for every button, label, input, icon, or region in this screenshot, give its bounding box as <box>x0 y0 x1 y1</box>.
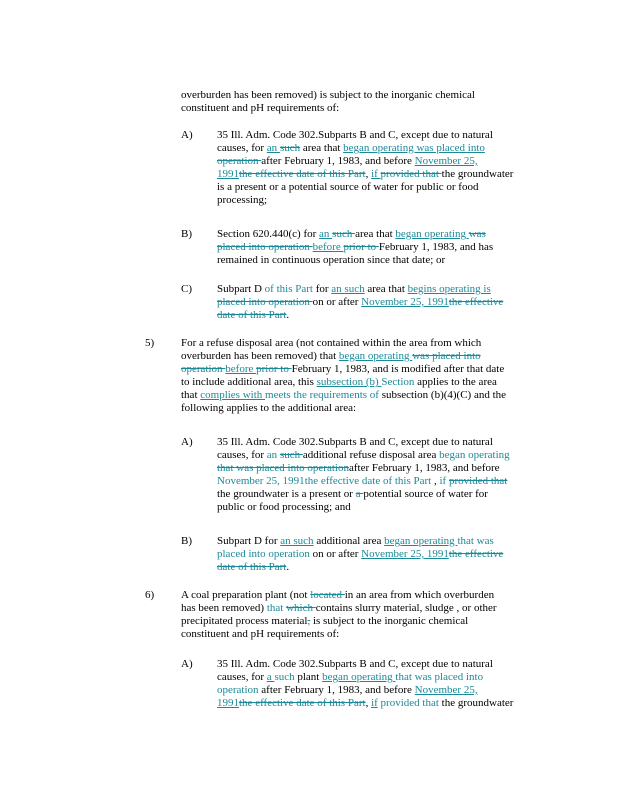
deleted-text: provided that <box>380 168 442 180</box>
inserted-text: November 25, <box>414 684 478 696</box>
inserted-text: subsection (b) <box>316 376 382 388</box>
deleted-text: located <box>310 589 345 601</box>
inserted-text: 1991 <box>217 697 239 709</box>
deleted-text: was <box>468 228 486 240</box>
text-line <box>181 602 497 615</box>
inserted-text: an <box>280 535 294 547</box>
inserted-text: of this Part <box>264 283 313 295</box>
text-run: contains slurry material, sludge , or other <box>315 602 497 614</box>
inserted-text: that was <box>457 535 494 547</box>
text-line: For a refuse disposal area (not contained within the area from which <box>181 337 482 349</box>
inserted-text: such <box>274 671 295 683</box>
text-line <box>217 155 513 168</box>
item-5-paragraph <box>181 337 506 415</box>
item-6-paragraph <box>181 589 497 641</box>
text-run: is subject to the inorganic chemical <box>310 615 469 627</box>
text-line <box>181 389 506 402</box>
inserted-text: began operating <box>439 449 510 461</box>
text-line <box>217 462 510 475</box>
inserted-text: November 25, <box>414 155 478 167</box>
deleted-text: the effective <box>448 548 504 560</box>
inserted-text: such <box>293 535 314 547</box>
text-run: the groundwater is a present or <box>217 488 356 500</box>
text-run: , <box>365 168 372 180</box>
text-run: February 1, 1983, and is modified after that date <box>291 363 505 375</box>
item-b2-paragraph <box>217 535 503 574</box>
text-run: to include additional area, this <box>181 376 317 388</box>
text-run: potential source of water for <box>363 488 488 500</box>
item-label: 6) <box>145 589 155 601</box>
text-run: . <box>286 309 290 321</box>
text-line <box>217 142 513 155</box>
item-a3-paragraph <box>217 658 513 710</box>
text-run: the groundwater <box>441 168 514 180</box>
text-line: following applies to the additional area: <box>181 402 357 414</box>
text-line: processing; <box>217 194 268 206</box>
deleted-text: a <box>355 488 364 500</box>
text-line <box>217 548 503 561</box>
text-line <box>217 561 503 574</box>
item-label: A) <box>181 658 193 670</box>
deleted-text: provided that <box>448 475 508 487</box>
inserted-text: Section <box>381 376 415 388</box>
deleted-text: such <box>279 449 303 461</box>
inserted-text: begins operating <box>407 283 484 295</box>
inserted-text: began operating <box>395 228 469 240</box>
text-run: in an area from which overburden <box>344 589 495 601</box>
deleted-text: which <box>286 602 316 614</box>
deleted-text: prior to <box>256 363 292 375</box>
text-line <box>217 228 493 241</box>
item-label: B) <box>181 228 192 240</box>
text-run: has been removed) <box>181 602 267 614</box>
text-run: precipitated process material <box>181 615 308 627</box>
text-run: causes, for <box>217 449 267 461</box>
item-label: C) <box>181 283 192 295</box>
text-run: , <box>365 697 372 709</box>
text-run: . <box>286 561 290 573</box>
deleted-text: prior to <box>343 241 379 253</box>
inserted-text: complies with <box>200 389 266 401</box>
item-label: 5) <box>145 337 155 349</box>
inserted-text: an <box>319 228 333 240</box>
text-line <box>217 168 513 181</box>
deleted-text: , <box>307 615 311 627</box>
text-line <box>217 283 503 296</box>
text-run: Subpart D <box>217 283 265 295</box>
text-run: subsection (b)(4)(C) and the <box>378 389 507 401</box>
inserted-text: began operating <box>338 350 413 362</box>
inserted-text: meets the requirements of <box>265 389 379 401</box>
inserted-text: operation <box>217 684 259 696</box>
text-run: additional area <box>313 535 385 547</box>
text-line <box>217 535 503 548</box>
item-label: A) <box>181 129 193 141</box>
deleted-text: such <box>332 228 356 240</box>
inserted-text: began operating <box>384 535 458 547</box>
text-line <box>217 309 503 322</box>
item-a-paragraph <box>217 129 513 207</box>
inserted-text: if <box>371 168 381 180</box>
text-run: overburden has been removed) that <box>181 350 339 362</box>
text-line <box>181 615 497 628</box>
text-line: overburden has been removed) is subject to the inorganic chemical <box>181 89 475 101</box>
text-run: Section 620.440(c) for <box>217 228 320 240</box>
deleted-text: that was placed into operation <box>217 462 349 474</box>
text-line: 35 Ill. Adm. Code 302.Subparts B and C, except due to natural <box>217 658 493 670</box>
deleted-text: operation <box>181 363 226 375</box>
inserted-text: if <box>439 475 449 487</box>
inserted-text: such <box>344 283 365 295</box>
inserted-text: began operating <box>322 671 396 683</box>
text-run: causes, for <box>217 671 267 683</box>
intro-paragraph <box>181 89 475 115</box>
deleted-text: operation <box>217 155 262 167</box>
text-line: remained in continuous operation since that date; or <box>217 254 446 266</box>
text-run: February 1, 1983, and has <box>378 241 494 253</box>
inserted-text: if <box>371 697 378 709</box>
text-run: on or after <box>309 548 362 560</box>
deleted-text: the effective date of this Part <box>239 697 366 709</box>
inserted-text: an <box>331 283 345 295</box>
inserted-text: before <box>312 241 344 253</box>
text-line <box>181 589 497 602</box>
text-run: applies to the area <box>414 376 497 388</box>
deleted-text: placed into operation <box>217 241 313 253</box>
text-run: plant <box>294 671 323 683</box>
inserted-text: began operating <box>343 142 417 154</box>
text-line: 35 Ill. Adm. Code 302.Subparts B and C, except due to natural <box>217 436 493 448</box>
text-run: A coal preparation plant (not <box>181 589 311 601</box>
text-run: after February 1, 1983, and before <box>258 684 415 696</box>
text-line: constituent and pH requirements of: <box>181 102 340 114</box>
deleted-text: such <box>279 142 301 154</box>
inserted-text: November 25, 1991 <box>361 296 449 308</box>
item-a2-paragraph <box>217 436 510 514</box>
text-run: Subpart D for <box>217 535 281 547</box>
inserted-text: a <box>266 671 275 683</box>
text-line <box>181 350 506 363</box>
text-line: 35 Ill. Adm. Code 302.Subparts B and C, except due to natural <box>217 129 493 141</box>
deleted-text: was placed into <box>412 350 481 362</box>
text-run: area that <box>364 283 408 295</box>
text-line <box>181 363 506 376</box>
inserted-text: November 25, 1991 <box>361 548 449 560</box>
inserted-text: an <box>266 449 280 461</box>
item-c-paragraph <box>217 283 503 322</box>
text-run: on or after <box>312 296 362 308</box>
text-line <box>217 449 510 462</box>
text-run: area that <box>300 142 344 154</box>
deleted-text: placed into operation <box>217 296 313 308</box>
deleted-text: the effective date of this Part <box>239 168 366 180</box>
text-run: after February 1, 1983, and before <box>348 462 500 474</box>
inserted-text: that <box>266 602 287 614</box>
deleted-text: date of this Part <box>217 561 287 573</box>
text-run: that <box>181 389 201 401</box>
text-line: constituent and pH requirements of: <box>181 628 340 640</box>
item-b-paragraph <box>217 228 493 267</box>
text-run: the groundwater <box>438 697 514 709</box>
inserted-text: is <box>483 283 491 295</box>
text-line <box>217 684 513 697</box>
text-run: , <box>431 475 440 487</box>
inserted-text: the effective date of this Part <box>304 475 432 487</box>
text-line <box>217 296 503 309</box>
item-label: B) <box>181 535 192 547</box>
inserted-text: before <box>225 363 257 375</box>
text-line <box>217 475 510 488</box>
text-line <box>181 376 506 389</box>
text-line: is a present or a potential source of water for public or food <box>217 181 479 193</box>
inserted-text: placed into operation <box>217 548 310 560</box>
text-line <box>217 488 510 501</box>
deleted-text: date of this Part <box>217 309 287 321</box>
inserted-text: was placed into <box>416 142 485 154</box>
text-run: after February 1, 1983, and before <box>261 155 415 167</box>
text-line <box>217 241 493 254</box>
inserted-text: provided that <box>380 697 439 709</box>
inserted-text: that was placed into <box>395 671 484 683</box>
text-run: area that <box>355 228 396 240</box>
text-run: additional refuse disposal area <box>302 449 440 461</box>
text-run: for <box>312 283 332 295</box>
inserted-text: an <box>266 142 280 154</box>
inserted-text: 1991 <box>217 168 239 180</box>
item-label: A) <box>181 436 193 448</box>
inserted-text: November 25, 1991 <box>217 475 305 487</box>
text-line: public or food processing; and <box>217 501 351 513</box>
text-line <box>217 671 513 684</box>
text-line <box>217 697 513 710</box>
deleted-text: the effective <box>448 296 504 308</box>
text-run: causes, for <box>217 142 267 154</box>
